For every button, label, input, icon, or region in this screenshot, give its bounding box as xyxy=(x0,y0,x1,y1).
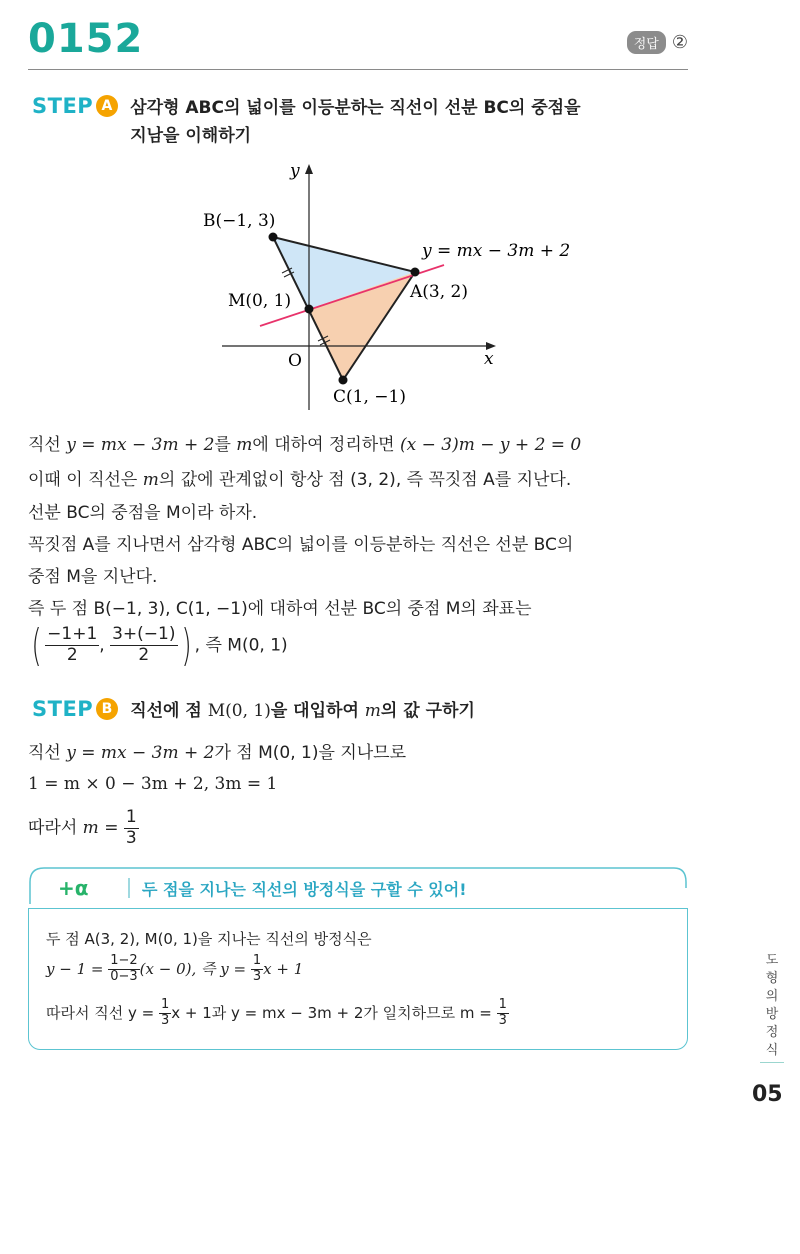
answer-badge: 정답 xyxy=(627,31,666,54)
frac-x-den: 2 xyxy=(66,645,78,665)
body-line-6: 즉 두 점 B(−1, 3), C(1, −1)에 대하여 선분 BC의 중점 M의 좌표는 xyxy=(28,599,532,619)
tip-frac-3-den: 3 xyxy=(160,1012,170,1028)
tip-frac-4-den: 3 xyxy=(498,1012,507,1028)
step-b-title-math: M(0, 1) xyxy=(207,701,271,721)
tip-line-3-a: 따라서 직선 y = xyxy=(46,1003,159,1022)
step-b-answer-den: 3 xyxy=(125,827,137,848)
step-b-title-c: 의 값 구하기 xyxy=(380,701,475,721)
step-b-heading xyxy=(32,697,475,725)
answer-value: ② xyxy=(671,32,688,53)
tip-frac-2-den: 3 xyxy=(252,968,262,984)
frac-x-num: −1+1 xyxy=(47,624,98,645)
body-line-1-b: 를 xyxy=(214,435,237,455)
chapter-side-text: 도형의 방정식 xyxy=(765,953,779,1058)
step-b-title-m: m xyxy=(364,701,381,721)
tip-line-1: 두 점 A(3, 2), M(0, 1)을 지나는 직선의 방정식은 xyxy=(46,930,372,948)
step-b-answer-num: 1 xyxy=(125,807,137,827)
y-axis-label: y xyxy=(290,161,300,181)
body-line-1-a: 직선 xyxy=(28,435,67,455)
step-b-line-1-b: 가 점 M(0, 1)을 지나므로 xyxy=(214,743,407,763)
tip-separator xyxy=(128,878,130,898)
step-b-line-2: 1 = m × 0 − 3m + 2, 3m = 1 xyxy=(28,774,278,794)
body-line-7-tail: , 즉 M(0, 1) xyxy=(194,635,288,656)
line-equation-label: y = mx − 3m + 2 xyxy=(422,241,571,261)
body-line-1-c: 에 대하여 정리하면 xyxy=(252,435,401,455)
body-line-1 xyxy=(28,430,581,455)
tip-frac-3-num: 1 xyxy=(160,997,170,1012)
body-line-4: 꼭짓점 A를 지나면서 삼각형 ABC의 넓이를 이등분하는 직선은 선분 BC의 xyxy=(28,535,574,555)
point-a-dot xyxy=(411,268,420,277)
frac-y-num: 3+(−1) xyxy=(112,624,176,645)
step-b-title-b: 을 대입하여 xyxy=(270,701,365,721)
tip-line-3-b: x + 1과 y = mx − 3m + 2가 일치하므로 m = xyxy=(171,1003,497,1022)
point-b-dot xyxy=(269,233,278,242)
x-axis-label: x xyxy=(484,349,494,369)
body-line-1-m: m xyxy=(236,435,253,455)
step-b-label: STEP xyxy=(32,697,94,721)
tip-title: 두 점을 지나는 직선의 방정식을 구할 수 있어! xyxy=(142,880,467,899)
step-a-title-line2: 지남을 이해하기 xyxy=(130,126,252,146)
tip-frac-4-num: 1 xyxy=(498,997,507,1012)
step-b-answer-frac xyxy=(124,808,139,848)
step-b-line-3-m: m = xyxy=(82,818,124,839)
point-b-label: B(−1, 3) xyxy=(203,211,276,231)
point-c-label: C(1, −1) xyxy=(333,387,406,407)
tip-line-2 xyxy=(46,954,303,985)
coordinate-graph xyxy=(0,0,800,420)
step-a-label: STEP xyxy=(32,94,94,118)
tip-line-2-a: y − 1 = xyxy=(46,959,109,978)
body-line-3: 선분 BC의 중점을 M이라 하자. xyxy=(28,503,258,523)
step-b-title xyxy=(130,697,475,725)
tip-line-2-c: x + 1 xyxy=(263,959,304,978)
step-b-title-a: 직선에 점 xyxy=(130,701,208,721)
tip-line-3 xyxy=(46,998,509,1029)
step-b-tag xyxy=(32,697,118,721)
frac-x xyxy=(45,625,99,665)
step-a-title-line1: 삼각형 ABC의 넓이를 이등분하는 직선이 선분 BC의 중점을 xyxy=(130,98,581,118)
step-b-letter: B xyxy=(96,698,118,720)
chapter-page-number: 05 xyxy=(752,1082,783,1107)
chapter-side-divider xyxy=(760,1062,784,1063)
paren-right: ) xyxy=(180,620,192,671)
tip-frac-2-num: 1 xyxy=(252,953,262,968)
step-b-line-3-a: 따라서 xyxy=(28,818,83,839)
frac-y-den: 2 xyxy=(138,645,150,665)
tip-slope-den: 0−3 xyxy=(110,968,138,984)
body-line-2 xyxy=(28,465,571,490)
step-b-line-1-eq: y = mx − 3m + 2 xyxy=(66,743,215,763)
paren-left: ( xyxy=(31,620,42,671)
tip-plus-alpha-icon: +α xyxy=(58,876,89,900)
point-m-label: M(0, 1) xyxy=(228,291,292,311)
tip-slope-frac xyxy=(108,954,139,985)
body-line-2-a: 이때 이 직선은 xyxy=(28,470,143,490)
body-line-2-b: 의 값에 관계없이 항상 점 (3, 2), 즉 꼭짓점 A를 지난다. xyxy=(158,470,572,490)
step-a-letter: A xyxy=(96,95,118,117)
body-line-1-eq1: y = mx − 3m + 2 xyxy=(66,435,215,455)
y-axis-arrow xyxy=(305,164,313,174)
tip-frac-4 xyxy=(497,998,509,1029)
point-c-dot xyxy=(339,376,348,385)
body-line-7: ( $\frac{-1+1}{2}$ , $\frac{3+(-1)}{2}$ ) , 즉 M(0, 1) xyxy=(31,620,288,671)
origin-label: O xyxy=(288,351,302,371)
frac-y xyxy=(110,625,177,665)
tip-slope-num: 1−2 xyxy=(110,953,138,968)
step-b-line-3 xyxy=(28,808,139,848)
tip-line-2-b: (x − 0), 즉 y = xyxy=(139,959,251,978)
step-b-line-1 xyxy=(28,738,406,763)
body-line-1-eq2: (x − 3)m − y + 2 = 0 xyxy=(400,435,582,455)
tip-frac-2 xyxy=(251,954,263,985)
problem-number: 0152 xyxy=(28,16,144,62)
step-b-line-1-a: 직선 xyxy=(28,743,67,763)
point-a-label: A(3, 2) xyxy=(410,282,468,302)
body-line-2-m: m xyxy=(142,470,159,490)
tip-frac-3 xyxy=(159,998,171,1029)
point-m-dot xyxy=(305,305,314,314)
body-line-5: 중점 M을 지난다. xyxy=(28,567,158,587)
